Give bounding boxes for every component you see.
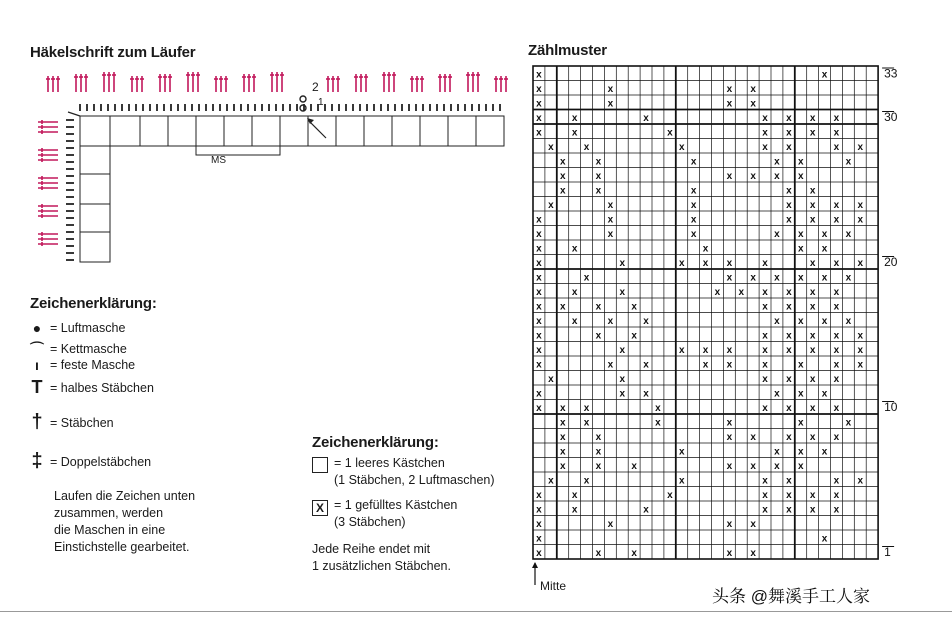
filled-cell-mark: x	[833, 402, 840, 414]
filled-cell-mark: x	[833, 344, 840, 356]
filled-cell-mark: x	[583, 272, 590, 284]
filled-cell-mark: x	[774, 446, 780, 458]
row-label: 30	[884, 109, 898, 124]
filled-cell-mark: x	[833, 330, 840, 342]
filled-cell-mark: x	[774, 170, 780, 182]
filled-cell-mark: x	[774, 228, 780, 240]
filled-box-icon: X	[312, 500, 328, 516]
filled-cell-mark: x	[797, 446, 804, 458]
filled-cell-mark: x	[595, 156, 602, 168]
filled-cell-mark: x	[690, 228, 697, 240]
filled-cell-mark: x	[809, 504, 816, 516]
filled-cell-mark: x	[762, 402, 768, 414]
filled-cell-mark: x	[857, 344, 864, 356]
filled-cell-mark: x	[786, 475, 792, 487]
crochet-diagram	[28, 62, 518, 268]
filled-cell-mark: x	[536, 257, 542, 269]
filled-cell-mark: x	[559, 417, 566, 429]
filled-cell-mark: x	[821, 533, 828, 545]
filled-cell-mark: x	[678, 141, 685, 153]
filled-cell-mark: x	[809, 330, 816, 342]
filled-cell-mark: x	[833, 373, 840, 385]
filled-cell-mark: x	[571, 504, 578, 516]
filled-cell-mark: x	[762, 112, 768, 124]
legend-item-feste-masche	[30, 357, 135, 373]
filled-cell-mark: x	[845, 315, 852, 327]
legend-item-kettmasche	[30, 339, 127, 359]
filled-cell-mark: x	[595, 301, 602, 313]
legend-note: Laufen die Zeichen unten zusammen, werden die Maschen in eine Einstichstelle gearbeitet.	[54, 489, 196, 554]
filled-cell-mark: x	[607, 518, 614, 530]
t-icon: T	[31, 377, 43, 397]
filled-cell-mark: x	[786, 127, 792, 139]
filled-cell-mark: x	[762, 330, 768, 342]
bar-icon: ı	[35, 357, 39, 373]
filled-cell-mark: x	[595, 185, 602, 197]
filled-cell-mark: x	[595, 460, 602, 472]
filled-cell-mark: x	[536, 547, 542, 559]
row-label: 1	[884, 544, 891, 559]
filled-cell-mark: x	[536, 214, 542, 226]
filled-cell-mark: x	[536, 112, 542, 124]
filled-cell-mark: x	[821, 228, 828, 240]
filled-cell-mark: x	[536, 69, 542, 81]
filled-cell-mark: x	[845, 272, 852, 284]
empty-box-icon	[312, 457, 328, 473]
filled-cell-mark: x	[667, 489, 673, 501]
filled-cell-mark: x	[786, 431, 792, 443]
filled-cell-mark: x	[833, 504, 840, 516]
filled-cell-mark: x	[821, 243, 828, 255]
filled-cell-mark: x	[821, 388, 828, 400]
filled-cell-mark: x	[643, 112, 649, 124]
filled-cell-mark: x	[726, 83, 733, 95]
filled-cell-mark: x	[845, 156, 852, 168]
filled-cell-mark: x	[845, 228, 852, 240]
legend-item-halbes-staebchen	[30, 377, 154, 398]
filled-cell-mark: x	[786, 301, 792, 313]
filled-cell-mark: x	[750, 460, 756, 472]
filled-cell-mark: x	[595, 446, 602, 458]
filled-cell-mark: x	[607, 98, 614, 110]
filled-cell-mark: x	[786, 185, 792, 197]
filled-cell-mark: x	[809, 489, 816, 501]
filled-cell-mark: x	[809, 257, 816, 269]
legend-item-luftmasche	[30, 320, 125, 336]
filled-cell-mark: x	[619, 373, 626, 385]
filled-cell-mark: x	[726, 98, 733, 110]
filled-cell-mark: x	[786, 489, 792, 501]
filled-cell-mark: x	[821, 69, 828, 81]
filled-cell-mark: x	[857, 257, 864, 269]
legend-label: = Stäbchen	[50, 415, 114, 430]
filled-cell-mark: x	[536, 272, 542, 284]
row-note: Jede Reihe endet mit 1 zusätzlichen Stäbchen.	[312, 542, 451, 573]
filled-cell-mark: x	[833, 141, 840, 153]
filled-cell-mark: x	[655, 417, 661, 429]
filled-cell-mark: x	[762, 286, 768, 298]
filled-cell-mark: x	[833, 112, 840, 124]
filled-cell-mark: x	[690, 156, 697, 168]
filled-cell-mark: x	[762, 127, 768, 139]
filled-cell-mark: x	[583, 141, 590, 153]
ms-label: MS	[211, 155, 226, 166]
crochet-diagram-title: Häkelschrift zum Läufer	[30, 44, 196, 61]
bottom-rule	[0, 611, 952, 612]
mitte-label: Mitte	[540, 579, 567, 593]
filled-cell-mark: x	[797, 359, 804, 371]
legend-title: Zeichenerklärung:	[30, 295, 157, 312]
filled-cell-mark: x	[678, 344, 685, 356]
filled-cell-mark: x	[762, 489, 768, 501]
filled-cell-mark: x	[643, 359, 649, 371]
filled-cell-mark: x	[536, 518, 542, 530]
filled-cell-mark: x	[833, 214, 840, 226]
filled-cell-mark: x	[821, 315, 828, 327]
filled-cell-mark: x	[571, 286, 578, 298]
filled-cell-mark: x	[571, 315, 578, 327]
filled-cell-mark: x	[726, 417, 733, 429]
filled-cell-mark: x	[536, 228, 542, 240]
filled-cell-mark: x	[536, 301, 542, 313]
filled-cell-mark: x	[797, 170, 804, 182]
filled-cell-mark: x	[738, 286, 745, 298]
legend2-title: Zeichenerklärung:	[312, 434, 439, 451]
filled-cell-mark: x	[536, 127, 542, 139]
filled-cell-mark: x	[571, 127, 578, 139]
filled-cell-mark: x	[750, 98, 756, 110]
filled-cell-mark: x	[678, 475, 685, 487]
filled-cell-mark: x	[607, 359, 614, 371]
filled-cell-mark: x	[607, 199, 614, 211]
filled-cell-mark: x	[548, 475, 554, 487]
filled-cell-mark: x	[595, 330, 602, 342]
filled-cell-mark: x	[548, 199, 554, 211]
filled-cell-mark: x	[774, 272, 780, 284]
filled-cell-mark: x	[857, 330, 864, 342]
filled-cell-mark: x	[559, 301, 566, 313]
filled-cell-mark: x	[607, 228, 614, 240]
filled-cell-mark: x	[845, 417, 852, 429]
filled-cell-mark: x	[750, 272, 756, 284]
filled-box-label: = 1 gefülltes Kästchen (3 Stäbchen)	[334, 498, 458, 529]
filled-cell-mark: x	[726, 257, 733, 269]
filled-cell-mark: x	[786, 199, 792, 211]
filled-cell-mark: x	[726, 272, 733, 284]
filled-cell-mark: x	[619, 286, 626, 298]
filled-cell-mark: x	[750, 170, 756, 182]
filled-cell-mark: x	[797, 228, 804, 240]
filled-cell-mark: x	[595, 431, 602, 443]
corner-grid	[80, 116, 504, 262]
filled-cell-mark: x	[559, 431, 566, 443]
filled-cell-mark: x	[643, 315, 649, 327]
filled-cell-mark: x	[559, 460, 566, 472]
filled-cell-mark: x	[857, 214, 864, 226]
filled-cell-mark: x	[559, 185, 566, 197]
single-crochet-column	[66, 120, 74, 260]
filled-cell-mark: x	[809, 373, 816, 385]
filled-cell-mark: x	[762, 475, 768, 487]
filled-cell-mark: x	[726, 431, 733, 443]
filled-cell-mark: x	[774, 460, 780, 472]
filled-cell-mark: x	[548, 373, 554, 385]
pointer-number: 2	[312, 80, 319, 94]
filled-cell-mark: x	[631, 547, 637, 559]
filled-cell-mark: x	[678, 446, 685, 458]
filled-cell-mark: x	[809, 127, 816, 139]
filled-cell-mark: x	[559, 402, 566, 414]
dot-icon: ●	[32, 320, 42, 336]
pointer-number-1: 1	[318, 97, 324, 108]
filled-cell-mark: x	[809, 214, 816, 226]
filled-cell-mark: x	[809, 402, 816, 414]
stitch-row-top	[46, 72, 508, 92]
filled-cell-mark: x	[536, 402, 542, 414]
filled-cell-mark: x	[583, 475, 590, 487]
filled-cell-mark: x	[619, 388, 626, 400]
watermark: 头条 @舞溪手工人家	[712, 587, 870, 606]
filled-cell-mark: x	[607, 214, 614, 226]
filled-cell-mark: x	[833, 301, 840, 313]
filled-cell-mark: x	[809, 301, 816, 313]
filled-cell-mark: x	[536, 489, 542, 501]
filled-cell-mark: x	[631, 460, 637, 472]
filled-cell-mark: x	[786, 214, 792, 226]
filled-cell-mark: x	[536, 359, 542, 371]
filled-cell-mark: x	[797, 272, 804, 284]
dagger-icon: †	[31, 411, 43, 433]
row-label: 20	[884, 254, 898, 269]
filled-cell-mark: x	[690, 199, 697, 211]
filled-cell-mark: x	[726, 460, 733, 472]
filled-cell-mark: x	[833, 431, 840, 443]
filled-cell-mark: x	[726, 547, 733, 559]
filled-cell-mark: x	[833, 286, 840, 298]
filled-cell-mark: x	[786, 141, 792, 153]
filled-cell-mark: x	[786, 504, 792, 516]
filled-cell-mark: x	[690, 214, 697, 226]
filled-cell-mark: x	[762, 373, 768, 385]
filled-cell-mark: x	[536, 98, 542, 110]
filled-cell-mark: x	[857, 141, 864, 153]
filled-cell-mark: x	[536, 504, 542, 516]
filled-cell-mark: x	[762, 504, 768, 516]
single-crochet-row	[80, 104, 500, 111]
filled-cell-mark: x	[619, 344, 626, 356]
filled-cell-mark: x	[833, 199, 840, 211]
filled-cell-mark: x	[786, 373, 792, 385]
filled-cell-mark: x	[809, 286, 816, 298]
filled-cell-mark: x	[857, 475, 864, 487]
filled-cell-mark: x	[809, 112, 816, 124]
filled-cell-mark: x	[774, 156, 780, 168]
filled-cell-mark: x	[702, 359, 709, 371]
filled-cell-mark: x	[774, 315, 780, 327]
legend-item-doppelstaebchen	[30, 450, 151, 473]
arc-icon: ⌒	[30, 341, 44, 357]
row-label: 10	[884, 399, 898, 414]
filled-cell-mark: x	[786, 112, 792, 124]
filled-cell-mark: x	[797, 417, 804, 429]
legend-item-staebchen	[30, 411, 114, 434]
filled-cell-mark: x	[607, 83, 614, 95]
mitte-arrow-head	[532, 562, 538, 568]
filled-cell-mark: x	[857, 359, 864, 371]
filled-cell-mark: x	[643, 504, 649, 516]
legend-label: = feste Masche	[50, 358, 136, 372]
filled-cell-mark: x	[619, 257, 626, 269]
filled-cell-mark: x	[655, 402, 661, 414]
counting-chart	[525, 62, 905, 602]
filled-cell-mark: x	[833, 257, 840, 269]
filled-cell-mark: x	[762, 257, 768, 269]
filled-cell-mark: x	[583, 402, 590, 414]
filled-cell-mark: x	[857, 199, 864, 211]
filled-cell-mark: x	[702, 344, 709, 356]
legend-label: = Luftmasche	[50, 321, 126, 335]
filled-cell-mark: x	[726, 344, 733, 356]
filled-cell-mark: x	[631, 330, 637, 342]
filled-cell-mark: x	[702, 243, 709, 255]
filled-cell-mark: x	[750, 431, 756, 443]
filled-cell-mark: x	[536, 533, 542, 545]
filled-cell-mark: x	[762, 359, 768, 371]
filled-cell-mark: x	[667, 127, 673, 139]
filled-cell-mark: x	[678, 257, 685, 269]
filled-cell-mark: x	[643, 388, 649, 400]
filled-cell-mark: x	[559, 156, 566, 168]
filled-cell-mark: x	[536, 344, 542, 356]
filled-cell-mark: x	[750, 547, 756, 559]
filled-cell-mark: x	[750, 83, 756, 95]
filled-cell-mark: x	[797, 156, 804, 168]
filled-cell-mark: x	[726, 170, 733, 182]
filled-cell-mark: x	[559, 170, 566, 182]
filled-cell-mark: x	[809, 344, 816, 356]
filled-cell-mark: x	[833, 475, 840, 487]
double-dagger-icon: ‡	[31, 450, 43, 472]
filled-cell-mark: x	[774, 388, 780, 400]
filled-cell-mark: x	[536, 315, 542, 327]
filled-cell-mark: x	[786, 402, 792, 414]
filled-cell-mark: x	[809, 199, 816, 211]
filled-cell-mark: x	[762, 141, 768, 153]
filled-cell-mark: x	[762, 301, 768, 313]
filled-cell-mark: x	[833, 127, 840, 139]
legend-label: = Doppelstäbchen	[50, 454, 152, 469]
filled-cell-mark: x	[786, 330, 792, 342]
filled-cell-mark: x	[821, 272, 828, 284]
filled-cell-mark: x	[583, 417, 590, 429]
filled-cell-mark: x	[726, 518, 733, 530]
filled-cell-mark: x	[631, 301, 637, 313]
filled-cell-mark: x	[702, 257, 709, 269]
filled-cell-mark: x	[595, 547, 602, 559]
filled-cell-mark: x	[821, 446, 828, 458]
filled-cell-mark: x	[750, 518, 756, 530]
filled-cell-mark: x	[607, 315, 614, 327]
filled-cell-mark: x	[797, 315, 804, 327]
filled-cell-mark: x	[786, 344, 792, 356]
filled-cell-mark: x	[595, 170, 602, 182]
filled-cell-mark: x	[797, 460, 804, 472]
filled-cell-mark: x	[571, 243, 578, 255]
stitch-column-left	[38, 120, 58, 246]
filled-cell-mark: x	[833, 359, 840, 371]
filled-cell-mark: x	[536, 83, 542, 95]
row-label: 33	[884, 66, 898, 81]
filled-cell-mark: x	[726, 359, 733, 371]
filled-cell-mark: x	[690, 185, 697, 197]
chart-title: Zählmuster	[528, 42, 607, 59]
filled-cell-mark: x	[809, 431, 816, 443]
empty-box-label: = 1 leeres Kästchen (1 Stäbchen, 2 Luftmaschen)	[334, 456, 495, 487]
filled-cell-mark: x	[571, 112, 578, 124]
filled-cell-mark: x	[559, 446, 566, 458]
filled-cell-mark: x	[548, 141, 554, 153]
legend-label: = halbes Stäbchen	[50, 380, 154, 395]
filled-cell-mark: x	[536, 243, 542, 255]
filled-cell-mark: x	[571, 489, 578, 501]
filled-cell-mark: x	[714, 286, 721, 298]
filled-cell-mark: x	[536, 286, 542, 298]
filled-cell-mark: x	[809, 185, 816, 197]
filled-cell-mark: x	[536, 388, 542, 400]
filled-cell-mark: x	[536, 330, 542, 342]
filled-cell-mark: x	[833, 489, 840, 501]
legend-label: = Kettmasche	[50, 342, 127, 356]
filled-cell-mark: x	[762, 344, 768, 356]
filled-cell-mark: x	[797, 388, 804, 400]
filled-cell-mark: x	[797, 243, 804, 255]
filled-cell-mark: x	[786, 286, 792, 298]
